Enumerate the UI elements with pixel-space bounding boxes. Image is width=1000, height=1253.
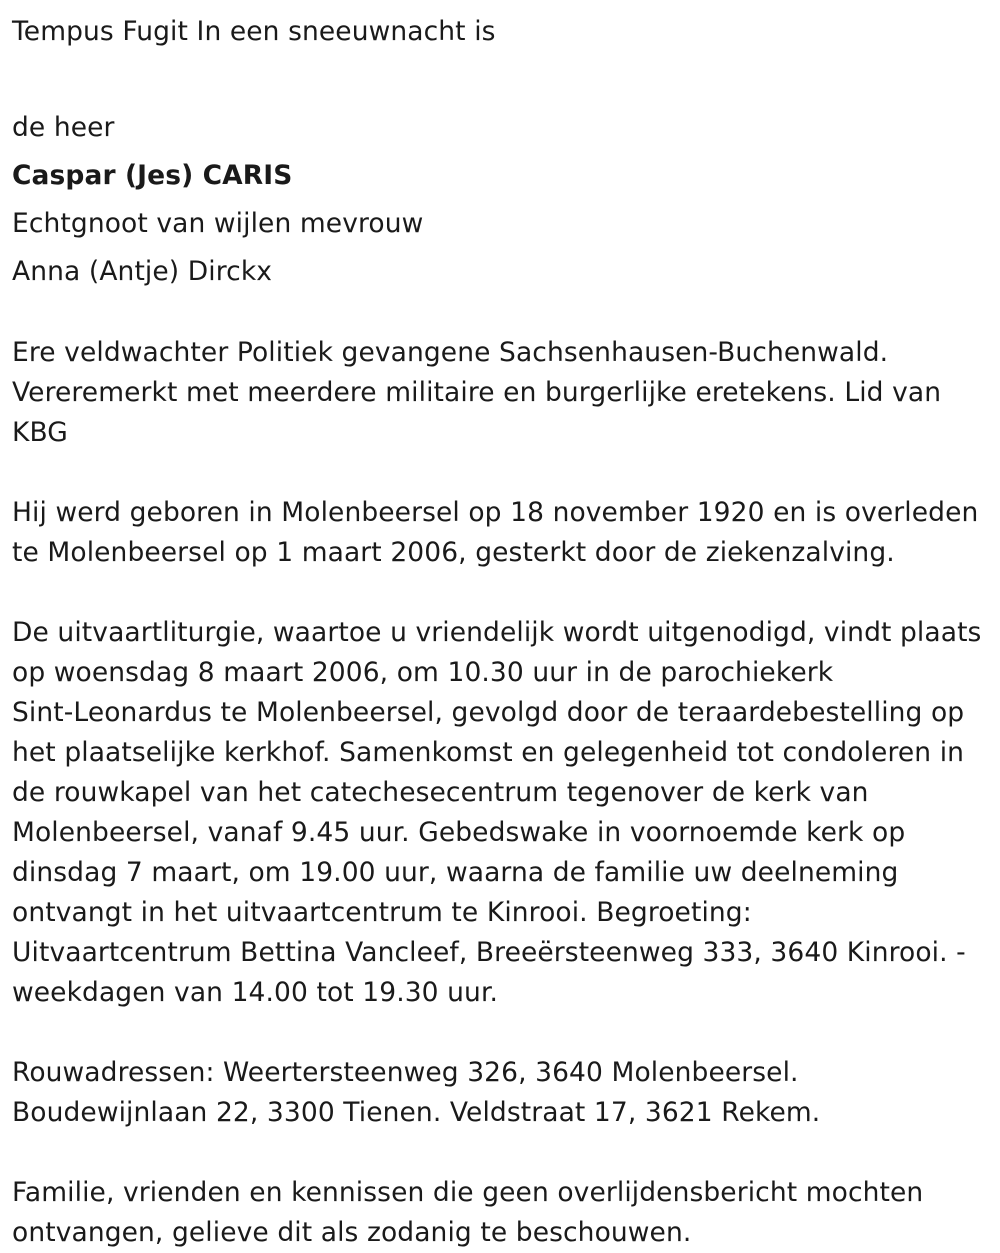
paragraph-line: Sint-Leonardus te Molenbeersel, gevolgd door de teraardebestelling op: [12, 697, 965, 728]
spacer: [12, 1133, 988, 1173]
title-prefix: de heer: [12, 112, 115, 143]
paragraph-line: op woensdag 8 maart 2006, om 10.30 uur in de parochiekerk: [12, 657, 834, 688]
paragraph-line: dinsdag 7 maart, om 19.00 uur, waarna de familie uw deelneming: [12, 857, 899, 888]
paragraph-line: Hij werd geboren in Molenbeersel op 18 november 1920 en is overleden: [12, 497, 979, 528]
paragraph-line: weekdagen van 14.00 tot 19.30 uur.: [12, 977, 499, 1008]
addresses-paragraph: [12, 1053, 988, 1133]
paragraph-line: Ere veldwachter Politiek gevangene Sachsenhausen-Buchenwald.: [12, 337, 889, 368]
biography-paragraph: [12, 333, 988, 453]
paragraph-line: Molenbeersel, vanaf 9.45 uur. Gebedswake in voornoemde kerk op: [12, 817, 906, 848]
spacer: [12, 453, 988, 493]
funeral-paragraph: [12, 613, 988, 1013]
spacer: [12, 56, 988, 104]
spouse-name: Anna (Antje) Dirckx: [12, 256, 273, 287]
spacer: [12, 296, 988, 333]
paragraph-line: ontvangen, gelieve dit als zodanig te beschouwen.: [12, 1217, 692, 1248]
paragraph-line: Vereremerkt met meerdere militaire en burgerlijke eretekens. Lid van: [12, 377, 942, 408]
spouse-label: Echtgnoot van wijlen mevrouw: [12, 208, 424, 239]
paragraph-line: De uitvaartliturgie, waartoe u vriendelijk wordt uitgenodigd, vindt plaats: [12, 617, 982, 648]
spacer: [12, 573, 988, 613]
paragraph-line: de rouwkapel van het catechesecentrum tegenover de kerk van: [12, 777, 869, 808]
spacer: [12, 1013, 988, 1053]
birth-death-paragraph: [12, 493, 988, 573]
deceased-name: Caspar (Jes) CARIS: [12, 160, 293, 191]
paragraph-line: te Molenbeersel op 1 maart 2006, gesterkt door de ziekenzalving.: [12, 537, 895, 568]
paragraph-line: het plaatselijke kerkhof. Samenkomst en gelegenheid tot condoleren in: [12, 737, 965, 768]
paragraph-line: Boudewijnlaan 22, 3300 Tienen. Veldstraat 17, 3621 Rekem.: [12, 1097, 821, 1128]
paragraph-line: Uitvaartcentrum Bettina Vancleef, Breeërsteenweg 333, 3640 Kinrooi. -: [12, 937, 966, 968]
paragraph-line: Rouwadressen: Weertersteenweg 326, 3640 Molenbeersel.: [12, 1057, 799, 1088]
closing-paragraph: [12, 1173, 988, 1253]
paragraph-line: Familie, vrienden en kennissen die geen overlijdensbericht mochten: [12, 1177, 924, 1208]
paragraph-line: KBG: [12, 417, 68, 448]
intro-line: Tempus Fugit In een sneeuwnacht is: [12, 16, 496, 47]
paragraph-line: ontvangt in het uitvaartcentrum te Kinrooi. Begroeting:: [12, 897, 752, 928]
